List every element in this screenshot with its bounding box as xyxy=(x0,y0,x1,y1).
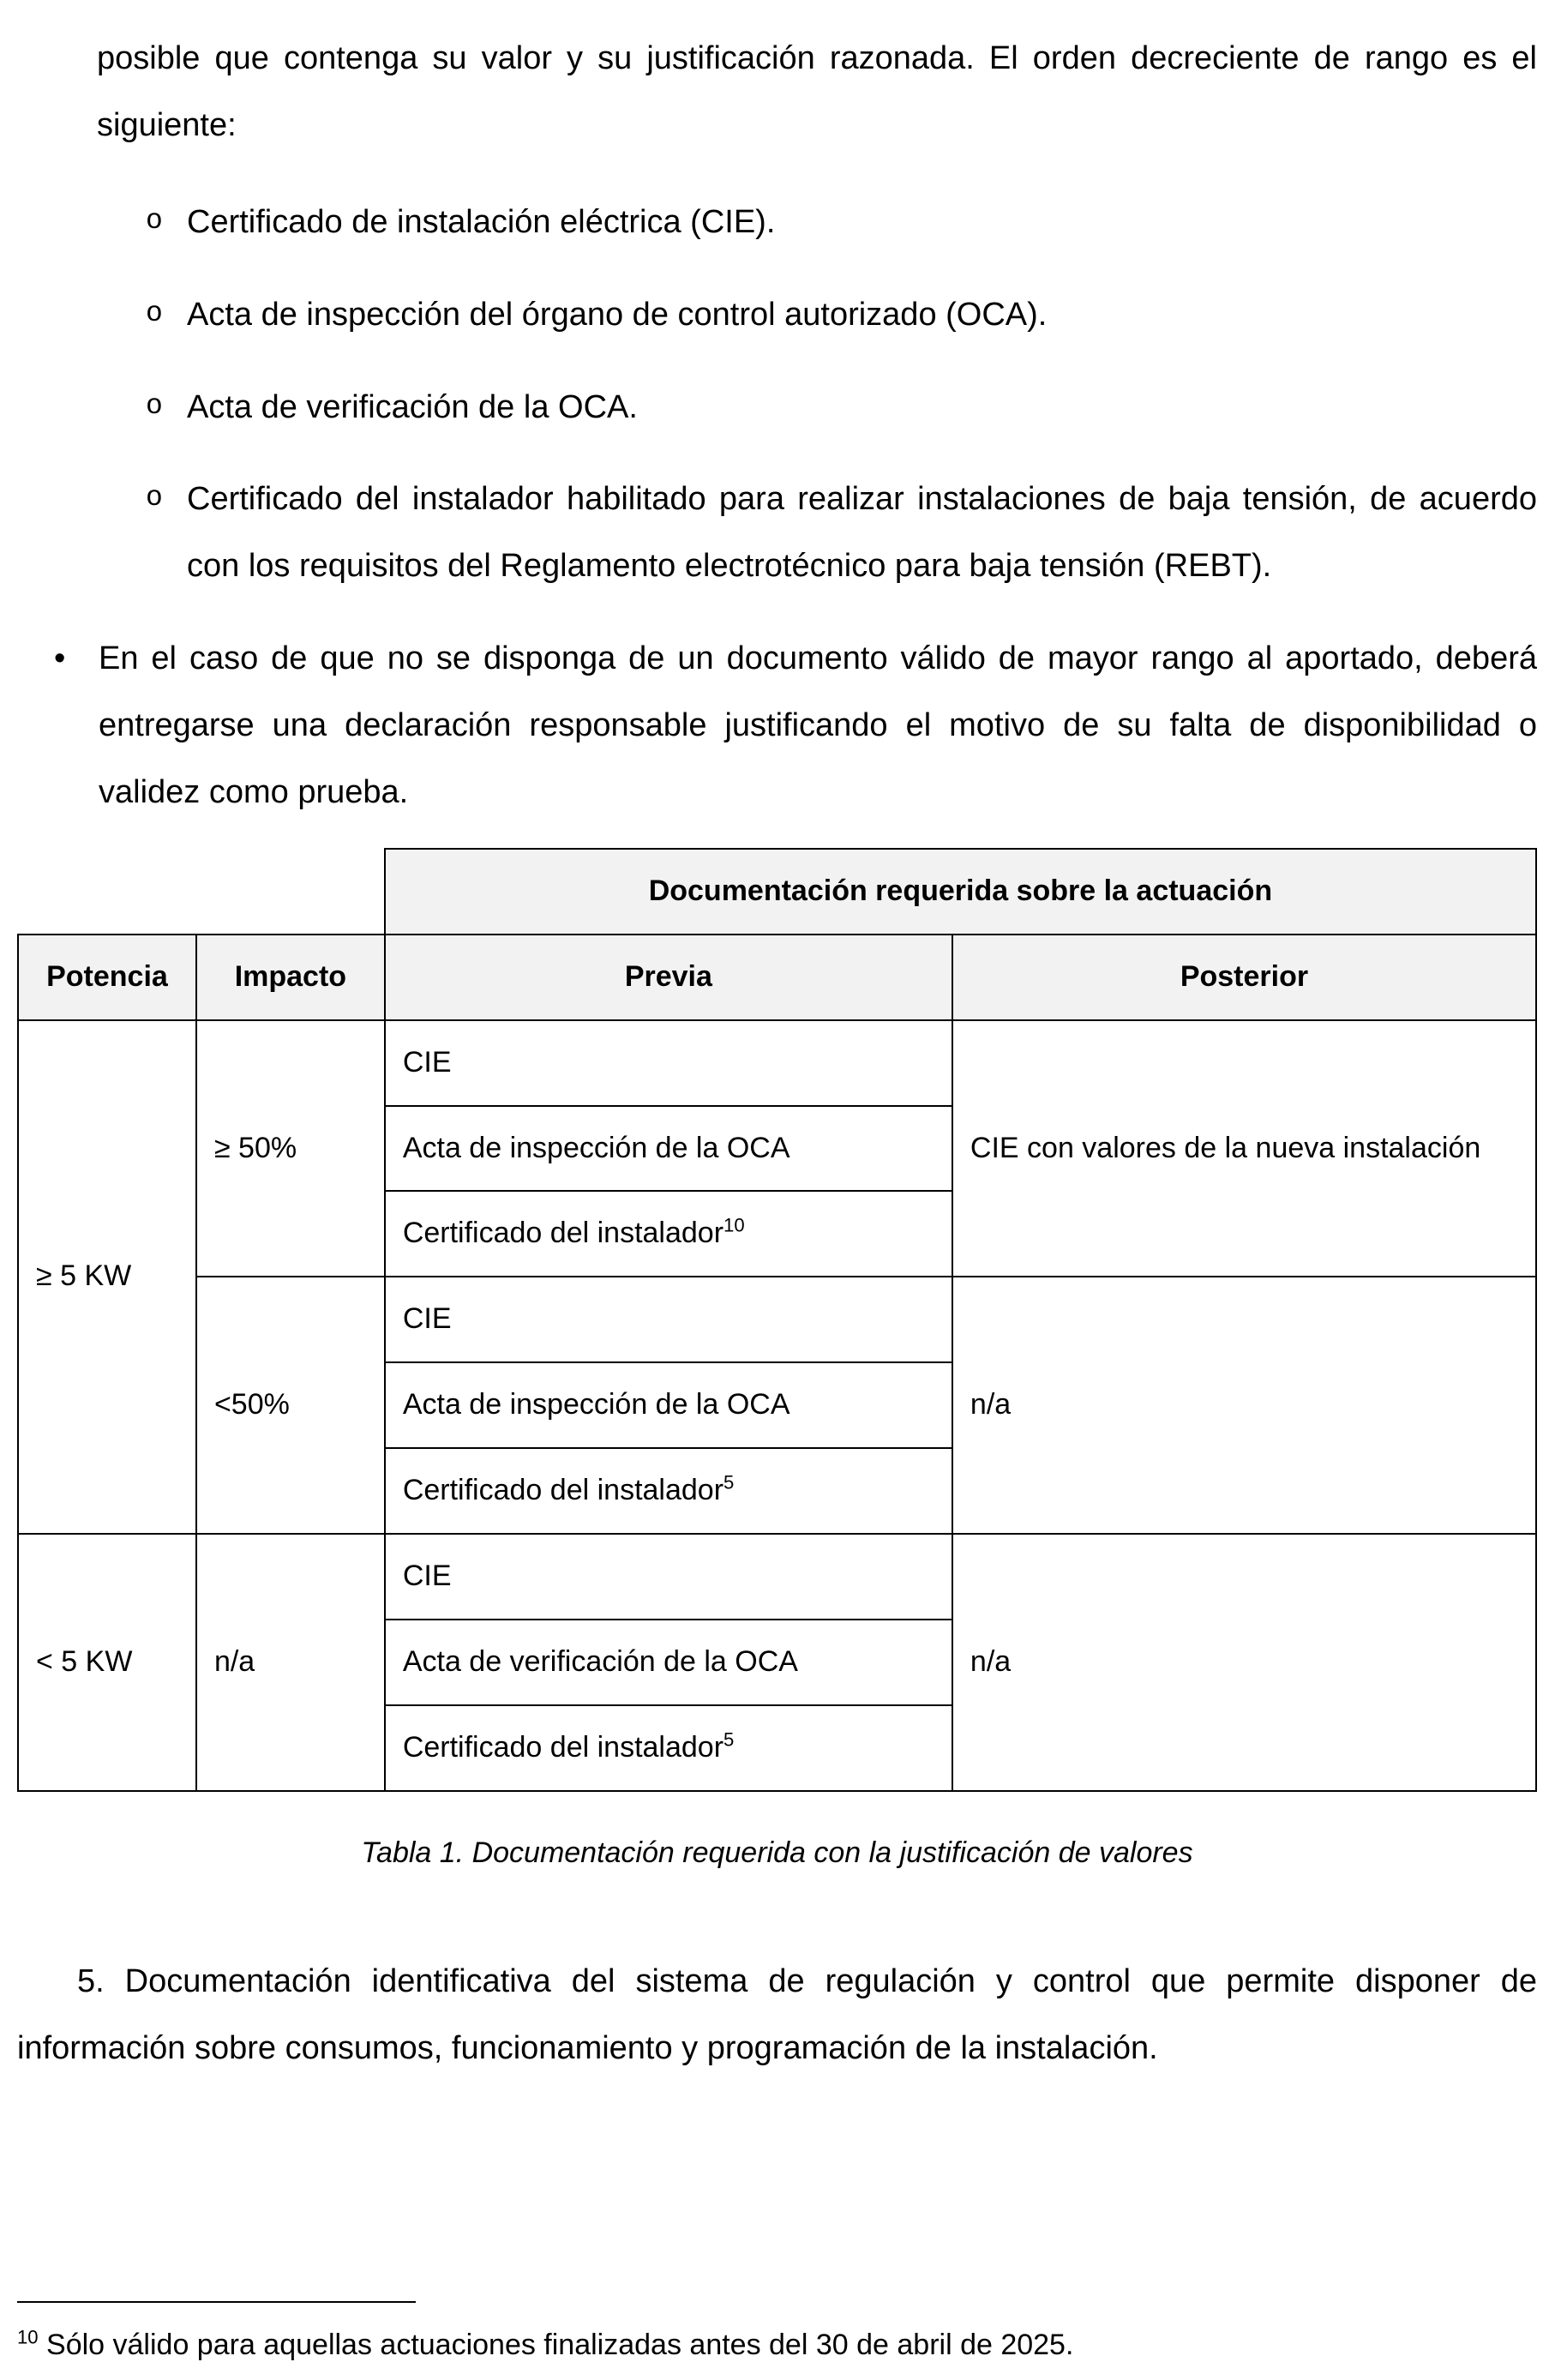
list-item-text: En el caso de que no se disponga de un documento válido de mayor rango al aportado, deberá entregarse una declaración responsable justificando el motivo de su falta de disponibilidad o validez como prueba. xyxy=(99,640,1537,811)
previa-text: Certificado del instalador xyxy=(402,1217,724,1250)
col-header-impacto: Impacto xyxy=(196,935,385,1020)
previa-text: CIE xyxy=(402,1045,452,1079)
empty-corner-cell xyxy=(18,849,385,935)
posterior-cell: n/a xyxy=(952,1534,1536,1791)
previa-cell xyxy=(385,1620,952,1705)
table-row xyxy=(18,1277,1536,1362)
list-item-text: Certificado de instalación eléctrica (CIE). xyxy=(187,203,776,240)
list-item xyxy=(17,466,1537,600)
table-row xyxy=(18,1534,1536,1620)
col-header-potencia: Potencia xyxy=(18,935,196,1020)
circle-bullet-icon: o xyxy=(146,204,163,237)
impacto-cell: ≥ 50% xyxy=(196,1020,385,1277)
footnote xyxy=(17,2301,1537,2366)
footnote-divider xyxy=(17,2301,416,2303)
intro-paragraph: posible que contenga su valor y su justificación razonada. El orden decreciente de rango es el siguiente: xyxy=(97,40,1537,143)
previa-text: Acta de verificación de la OCA xyxy=(402,1644,798,1678)
previa-cell xyxy=(385,1448,952,1534)
footnote-marker: 10 xyxy=(17,2327,39,2349)
paragraph-5: 5. Documentación identificativa del sistema de regulación y control que permite disponer de información sobre consumos, funcionamiento y programación de la instalación. xyxy=(17,1962,1537,2066)
previa-text: Certificado del instalador xyxy=(402,1730,724,1764)
documentation-table xyxy=(17,848,1537,1792)
previa-text: Certificado del instalador xyxy=(402,1474,724,1507)
footnote-ref: 5 xyxy=(723,1471,735,1494)
previa-text: CIE xyxy=(402,1560,452,1593)
circle-bullet-icon: o xyxy=(146,297,163,329)
table-row xyxy=(18,1020,1536,1106)
list-item xyxy=(17,375,1537,442)
previa-cell xyxy=(385,1362,952,1448)
previa-cell xyxy=(385,1020,952,1106)
list-item-text: Certificado del instalador habilitado para realizar instalaciones de baja tensión, de acuerdo con los requisitos del Reglamento electrotécnico para baja tensión (REBT). xyxy=(187,481,1537,585)
previa-cell xyxy=(385,1705,952,1791)
list-item-text: Acta de verificación de la OCA. xyxy=(187,388,638,425)
list-item-text: Acta de inspección del órgano de control autorizado (OCA). xyxy=(187,296,1048,333)
table-header-row xyxy=(18,935,1536,1020)
footnote-ref: 5 xyxy=(723,1728,735,1751)
potencia-cell: < 5 KW xyxy=(18,1534,196,1791)
table-span-header-row xyxy=(18,849,1536,935)
previa-cell xyxy=(385,1191,952,1277)
previa-cell xyxy=(385,1534,952,1620)
footnote-text: $^{10}$ Sólo válido para aquellas actuaciones finalizadas antes del 30 de abril de 2025. xyxy=(17,2327,1074,2362)
previa-cell xyxy=(385,1106,952,1192)
col-header-posterior: Posterior xyxy=(952,935,1536,1020)
previa-cell xyxy=(385,1277,952,1362)
impacto-cell: n/a xyxy=(196,1534,385,1791)
list-item xyxy=(17,189,1537,256)
previa-text: CIE xyxy=(402,1302,452,1336)
previa-text: Acta de inspección de la OCA xyxy=(402,1388,790,1421)
posterior-cell: n/a xyxy=(952,1277,1536,1534)
disc-bullet-icon: • xyxy=(54,640,66,677)
impacto-cell: <50% xyxy=(196,1277,385,1534)
previa-text: Acta de inspección de la OCA xyxy=(402,1131,790,1164)
list-item xyxy=(17,626,1537,826)
table-caption: Tabla 1. Documentación requerida con la justificación de valores xyxy=(361,1836,1193,1869)
table-span-header: Documentación requerida sobre la actuación xyxy=(385,849,1536,935)
posterior-cell: CIE con valores de la nueva instalación xyxy=(952,1020,1536,1277)
potencia-cell: ≥ 5 KW xyxy=(18,1020,196,1534)
footnote-ref: 10 xyxy=(723,1215,745,1237)
list-item xyxy=(17,282,1537,349)
circle-bullet-icon: o xyxy=(146,389,163,422)
sub-bullet-list xyxy=(17,189,1537,600)
circle-bullet-icon: o xyxy=(146,482,163,514)
col-header-previa: Previa xyxy=(385,935,952,1020)
